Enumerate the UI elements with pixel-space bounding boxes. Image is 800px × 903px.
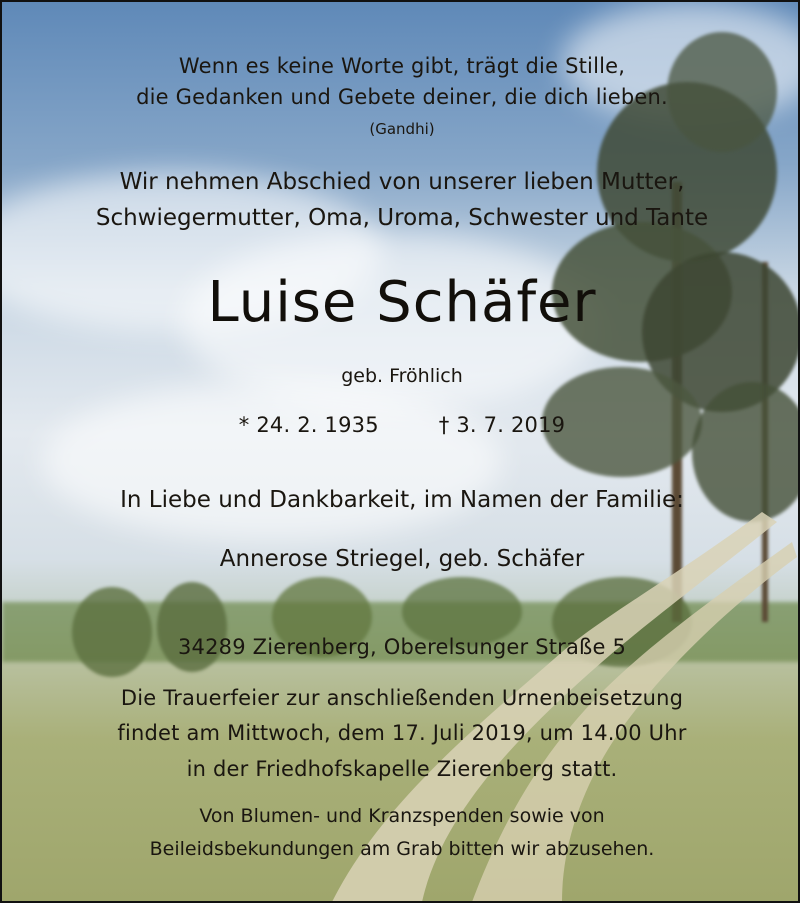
farewell-line-2: Schwiegermutter, Oma, Uroma, Schwester und Tante: [95, 205, 709, 231]
note-line-1: Von Blumen- und Kranzspenden sowie von: [199, 805, 605, 827]
address: 34289 Zierenberg, Oberelsunger Straße 5: [177, 635, 627, 659]
ceremony-line-2: findet am Mittwoch, dem 17. Juli 2019, um 14.00 Uhr: [117, 721, 687, 745]
ceremony-line-1: Die Trauerfeier zur anschließenden Urnenbeisetzung: [120, 686, 684, 710]
ceremony-line-3: in der Friedhofskapelle Zierenberg statt.: [186, 757, 618, 781]
maiden-name: geb. Fröhlich: [341, 365, 463, 387]
quote-line-1: Wenn es keine Worte gibt, trägt die Stille,: [178, 54, 626, 78]
birth-date: * 24. 2. 1935: [238, 413, 379, 437]
life-dates: [2, 413, 800, 437]
quote-author: (Gandhi): [369, 120, 435, 138]
signer-name: Annerose Striegel, geb. Schäfer: [219, 546, 585, 572]
farewell-line-1: Wir nehmen Abschied von unserer lieben Mutter,: [119, 169, 685, 195]
quote-line-2: die Gedanken und Gebete deiner, die dich lieben.: [136, 85, 668, 109]
note-line-2: Beileidsbekundungen am Grab bitten wir abzusehen.: [149, 838, 655, 860]
family-intro: In Liebe und Dankbarkeit, im Namen der Familie:: [120, 487, 684, 513]
deceased-name: Luise Schäfer: [207, 270, 597, 335]
death-date: † 3. 7. 2019: [438, 413, 566, 437]
obituary-text: [2, 2, 800, 903]
